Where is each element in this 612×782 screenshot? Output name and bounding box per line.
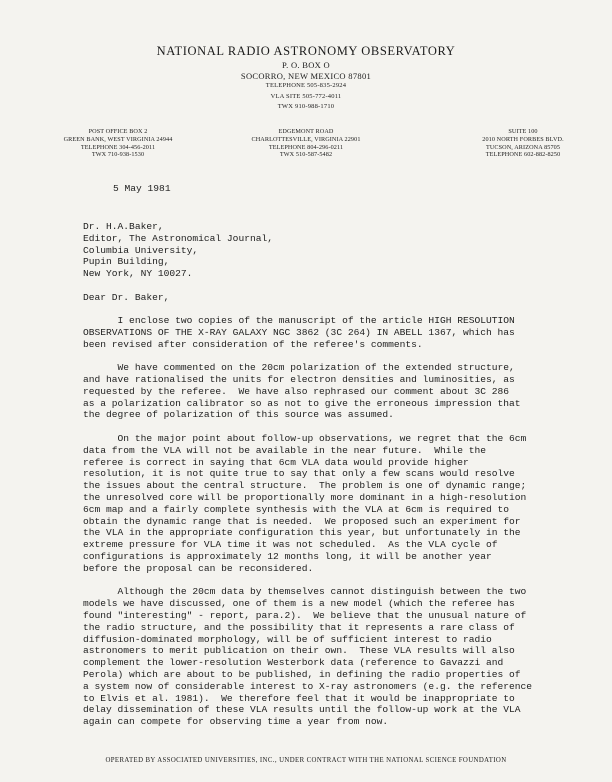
body-line: models we have discussed, one of them is a new model (which the referee has <box>83 598 515 610</box>
body-line: delay dissemination of these VLA results until the follow-up work at the VLA <box>83 704 521 716</box>
recipient-line: Editor, The Astronomical Journal, <box>83 232 273 244</box>
salutation: Dear Dr. Baker, <box>83 292 170 303</box>
office-line: SUITE 100 <box>508 128 538 135</box>
office-line: 2010 NORTH FORBES BLVD. <box>482 135 564 143</box>
letterhead-address <box>0 60 612 113</box>
body-line: the radio structure, and the possibility that it represents a rare class of <box>83 621 515 633</box>
office-line: POST OFFICE BOX 2 <box>88 128 148 135</box>
body-line: been revised after consideration of the referee's comments. <box>83 338 423 350</box>
recipient-line: Dr. H.A.Baker, <box>83 221 164 232</box>
recipient-line: Pupin Building, <box>83 256 170 268</box>
body-line: again can compete for observing time a year from now. <box>83 716 389 728</box>
office-line: TELEPHONE 304-456-2011 <box>80 143 156 151</box>
office-line: TWX 710-938-1530 <box>91 151 145 159</box>
office-line: EDGEMONT ROAD <box>278 128 334 135</box>
body-line: the unresolved core will be proportionally more dominant in a high-resolution <box>83 491 527 503</box>
office-tucson <box>468 128 578 159</box>
body-line: a system now of considerable interest to X-ray astronomers (e.g. the reference <box>83 680 533 692</box>
body-line: resolution, it is not quite true to say that only a few scans would resolve <box>83 468 515 480</box>
body-line: referee is correct in saying that 6cm VLA data would provide higher <box>83 456 469 468</box>
body-paragraph <box>83 586 553 728</box>
body-line: Although the 20cm data by themselves cannot distinguish between the two <box>83 586 527 598</box>
office-charlottesville <box>232 128 380 159</box>
body-line: astronomers to merit publication on their own. These VLA results will also <box>83 645 515 657</box>
body-line: to Elvis et al. 1981). We therefore feel that it would be inappropriate to <box>83 692 515 704</box>
body-line: OBSERVATIONS OF THE X-RAY GALAXY NGC 3862 (3C 264) IN ABELL 1367, which has <box>83 326 515 338</box>
letterhead-org: NATIONAL RADIO ASTRONOMY OBSERVATORY <box>156 44 456 58</box>
body-line: extreme pressure for VLA time it was not scheduled. As the VLA cycle of <box>83 539 498 551</box>
body-line: configurations is approximately 12 months long, it will be another year <box>83 550 492 562</box>
office-line: TELEPHONE 804-296-0211 <box>268 143 344 151</box>
body-line: data from the VLA will not be available in the near future. While the <box>83 444 487 456</box>
body-line: found "interesting" - report, para.2). We believe that the unusual nature of <box>83 609 527 621</box>
letterhead-city: SOCORRO, NEW MEXICO 87801 <box>240 70 372 81</box>
body-line: obtain the dynamic range that is needed. We proposed such an experiment for <box>83 515 521 527</box>
letterhead-vla-site: VLA SITE 505-772-4011 <box>270 92 342 100</box>
office-line: GREEN BANK, WEST VIRGINIA 24944 <box>63 135 173 143</box>
body-line: diffusion-dominated morphology, will be of sufficient interest to radio <box>83 633 492 645</box>
body-line: We have commented on the 20cm polarization of the extended structure, <box>83 362 515 374</box>
letterhead-footer: OPERATED BY ASSOCIATED UNIVERSITIES, INC., UNDER CONTRACT WITH THE NATIONAL SCIENCE FOUNDATION <box>105 757 507 764</box>
letterhead-twx: TWX 910-988-1710 <box>277 103 335 111</box>
body-line: 6cm map and a fairly complete synthesis with the VLA at 6cm is required to <box>83 503 510 515</box>
body-line: requested by the referee. We have also rephrased our comment about 3C 286 <box>83 385 510 397</box>
letterhead-po-box: P. O. BOX O <box>282 60 330 70</box>
office-line: CHARLOTTESVILLE, VIRGINIA 22901 <box>251 135 361 143</box>
recipient-address <box>83 221 273 280</box>
body-line: the degree of polarization of this source was assumed. <box>83 409 394 421</box>
office-line: TWX 510-587-5482 <box>279 151 333 159</box>
body-line: Perola) which are about to be published, in defining the radio properties of <box>83 668 521 680</box>
body-line: complement the lower-resolution Westerbork data (reference to Gavazzi and <box>83 657 504 669</box>
letter-date: 5 May 1981 <box>113 183 171 194</box>
body-paragraph <box>83 362 553 421</box>
office-green-bank <box>58 128 178 159</box>
body-line: the VLA in the appropriate configuration this year, but unfortunately in the <box>83 527 521 539</box>
body-paragraph <box>83 315 553 350</box>
body-line: as a polarization calibrator so as not to give the erroneous impression that <box>83 397 521 409</box>
body-line: and have rationalised the units for electron densities and luminosities, as <box>83 373 515 385</box>
recipient-line: Columbia University, <box>83 244 199 256</box>
body-line: before the proposal can be reconsidered. <box>83 562 314 574</box>
body-line: On the major point about follow-up observations, we regret that the 6cm <box>83 432 527 444</box>
letter-body <box>83 315 553 740</box>
body-line: I enclose two copies of the manuscript of the article HIGH RESOLUTION <box>83 315 515 326</box>
office-line: TUCSON, ARIZONA 85705 <box>485 143 561 151</box>
recipient-line: New York, NY 10027. <box>83 268 193 280</box>
letterhead-telephone: TELEPHONE 505-835-2924 <box>265 82 347 90</box>
body-paragraph <box>83 433 553 575</box>
office-line: TELEPHONE 602-882-8250 <box>485 151 561 159</box>
body-line: the issues about the central structure. The problem is one of dynamic range; <box>83 480 527 492</box>
